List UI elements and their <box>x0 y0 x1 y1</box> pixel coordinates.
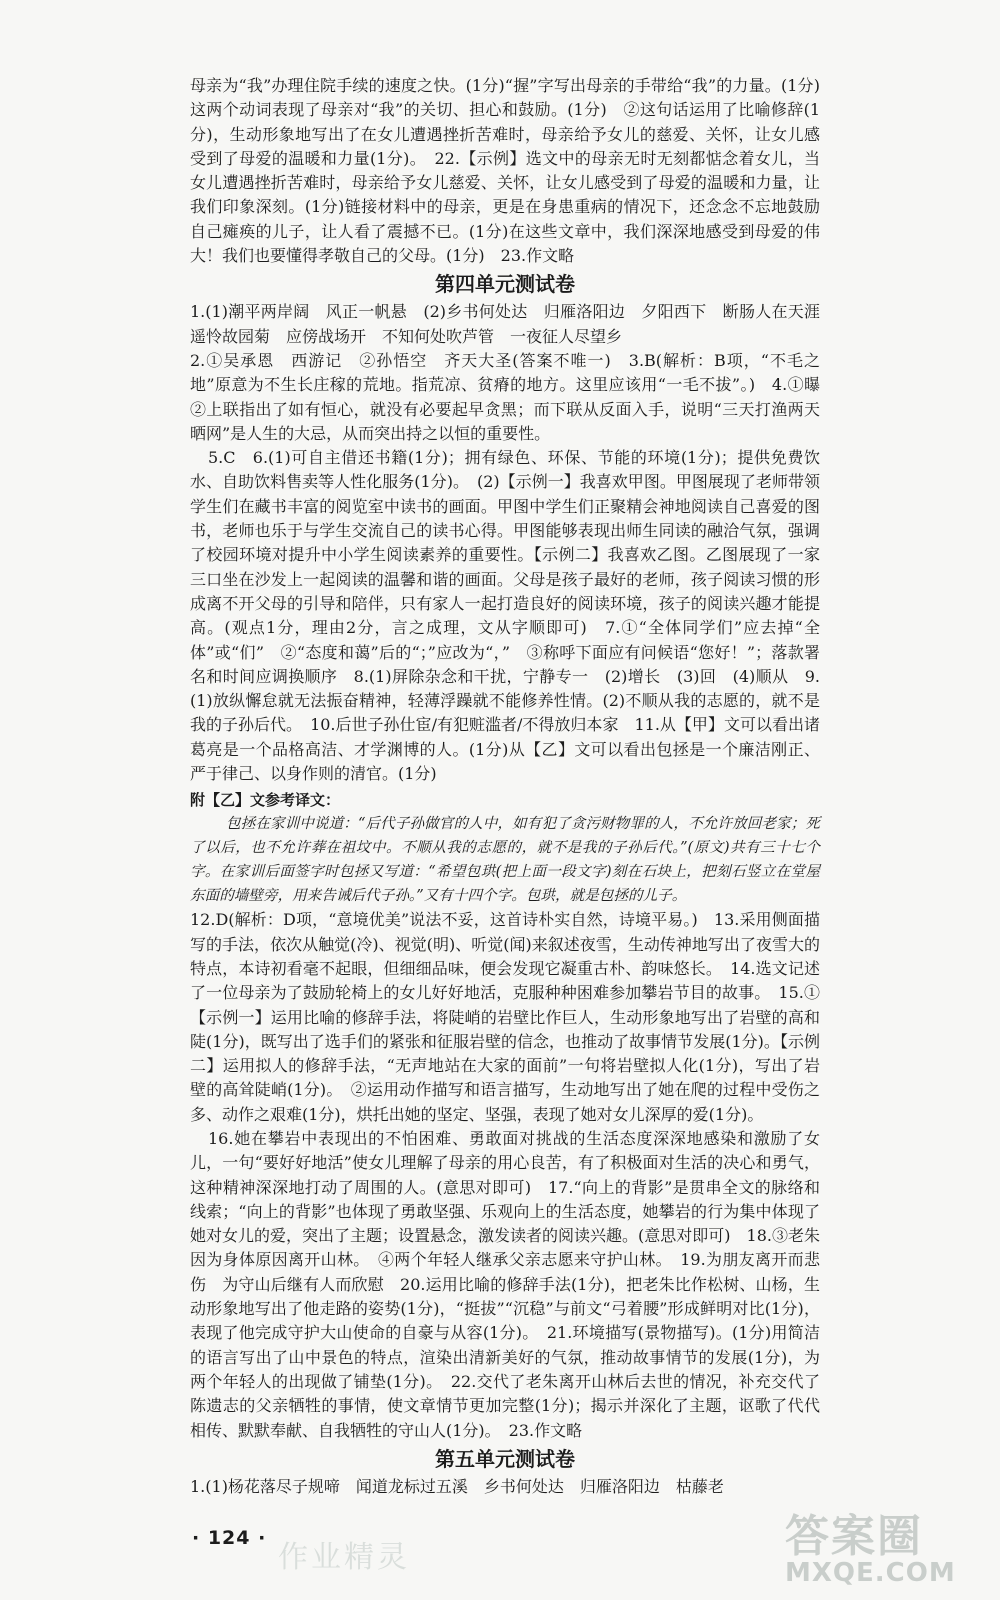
watermark-left: 作业精灵 <box>278 1540 410 1575</box>
page-footer <box>192 1527 652 1577</box>
answer-paragraph: 1.(1)杨花落尽子规啼 闻道龙标过五溪 乡书何处达 归雁洛阳边 枯藤老 <box>190 1476 724 1496</box>
page-number: · 124 · <box>192 1527 267 1549</box>
answer-page <box>190 74 837 1499</box>
answer-paragraph: 12.D(解析：D项，“意境优美”说法不妥，这首诗朴实自然，诗境平易。) 13.采用侧面描写的手法，依次从触觉(冷)、视觉(明)、听觉(闻)来叙述夜雪，生动传神地写出了夜雪大的特点，本诗初看毫不起眼，但细细品味，便会发现它凝重古朴、韵味悠长。 14.选文记述了一位母亲为了鼓励轮椅上的女儿好好地活，克服种种困难参加攀岩节目的故事。 15.①【示例一】运用比喻的修辞手法，将陡峭的岩壁比作巨人，生动形象地写出了岩壁的高和陡(1分)，既写出了选手们的紧张和征服岩壁的信念，也推动了故事情节发展(1分)。【示例二】运用拟人的修辞手法，“无声地站在大家的面前”一句将岩壁拟人化(1分)，写出了岩壁的高耸陡峭(1分)。 ②运用动作描写和语言描写，生动地写出了她在爬的过程中受伤之多、动作之艰难(1分)，烘托出她的坚定、坚强，表现了她对女儿深厚的爱(1分)。 <box>190 910 820 1124</box>
answer-paragraph: 5.C 6.(1)可自主借还书籍(1分)；拥有绿色、环保、节能的环境(1分)；提供免费饮水、自助饮料售卖等人性化服务(1分)。 (2)【示例一】我喜欢甲图。甲图展现了老师带领学生们在藏书丰富的阅览室中读书的画面。甲图中学生们正聚精会神地阅读自己喜爱的图书，老师也乐于与学生交流自己的读书心得。甲图能够表现出师生同读的融洽气氛，强调了校园环境对提升中小学生阅读素养的重要性。【示例二】我喜欢乙图。乙图展现了一家三口坐在沙发上一起阅读的温馨和谐的画面。父母是孩子最好的老师，孩子阅读习惯的形成离不开父母的引导和陪伴，只有家人一起打造良好的阅读环境，孩子的阅读兴趣才能提高。(观点1分，理由2分，言之成理，文从字顺即可) 7.①“全体同学们”应去掉“全体”或“们” ②“态度和蔼”后的“；”应改为“，” ③称呼下面应有问候语“您好！”；落款署名和时间应调换顺序 8.(1)屏除杂念和干扰，宁静专一 (2)增长 (3)回 (4)顺从 9.(1)放纵懈怠就无法振奋精神，轻薄浮躁就不能修养性情。(2)不顺从我的志愿的，就不是我的子孙后代。 10.后世子孙仕宦/有犯赃滥者/不得放归本家 11.从【甲】文可以看出诸葛亮是一个品格高洁、才学渊博的人。(1分)从【乙】文可以看出包拯是一个廉洁刚正、严于律己、以身作则的清官。(1分) <box>190 448 820 784</box>
answer-paragraph: 母亲为“我”办理住院手续的速度之快。(1分)“握”字写出母亲的手带给“我”的力量。(1分)这两个动词表现了母亲对“我”的关切、担心和鼓励。(1分) ②这句话运用了比喻修辞(1分)，生动形象地写出了在女儿遭遇挫折苦难时，母亲给予女儿的慈爱、关怀，让女儿感受到了母爱的温暖和力量(1分)。 22.【示例】选文中的母亲无时无刻都惦念着女儿，当女儿遭遇挫折苦难时，母亲给予女儿慈爱、关怀，让女儿感受到了母爱的温暖和力量，让我们印象深刻。(1分)链接材料中的母亲，更是在身患重病的情况下，还念念不忘地鼓励自己瘫痪的儿子，让人看了震撼不已。(1分)在这些文章中，我们深深地感受到母爱的伟大！我们也要懂得孝敬自己的父母。(1分) 23.作文略 <box>190 76 820 266</box>
translation-paragraph: 包拯在家训中说道：“后代子孙做官的人中，如有犯了贪污财物罪的人，不允许放回老家；死了以后，也不允许葬在祖坟中。不顺从我的志愿的，就不是我的子孙后代。”(原文)共有三十七个字。在家训后面签字时包拯又写道：“希望包珙(把上面一段文字)刻在石块上，把刻石竖立在堂屋东面的墙壁旁，用来告诫后代子孙。”又有十四个字。包珙，就是包拯的儿子。 <box>190 815 820 905</box>
watermark-logo <box>785 1500 980 1590</box>
section-title-unit5: 第五单元测试卷 <box>435 1446 575 1471</box>
watermark-url: MXQE.COM <box>785 1558 956 1588</box>
section-title-unit4: 第四单元测试卷 <box>435 272 575 297</box>
answer-paragraph: 1.(1)潮平两岸阔 风正一帆悬 (2)乡书何处达 归雁洛阳边 夕阳西下 断肠人在天涯 遥怜故园菊 应傍战场开 不知何处吹芦管 一夜征人尽望乡 <box>190 302 837 346</box>
answer-paragraph: 2.①吴承恩 西游记 ②孙悟空 齐天大圣(答案不唯一) 3.B(解析：B项，“不毛之地”原意为不生长庄稼的荒地。指荒凉、贫瘠的地方。这里应该用“一毛不拔”。) 4.①曝 ②上联指出了如有恒心，就没有必要起早贪黑；而下联从反面入手，说明“三天打渔两天晒网”是人生的大忌，从而突出持之以恒的重要性。 <box>190 350 837 443</box>
answer-paragraph: 16.她在攀岩中表现出的不怕困难、勇敢面对挑战的生活态度深深地感染和激励了女儿，一句“要好好地活”使女儿理解了母亲的用心良苦，有了积极面对生活的决心和勇气，这种精神深深地打动了周围的人。(意思对即可) 17.“向上的背影”是贯串全文的脉络和线索；“向上的背影”也体现了勇敢坚强、乐观向上的生活态度，她攀岩的行为集中体现了她对女儿的爱，突出了主题；设置悬念，激发读者的阅读兴趣。(意思对即可) 18.③老朱因为身体原因离开山林。 ④两个年轻人继承父亲志愿来守护山林。 19.为朋友离开而悲伤 为守山后继有人而欣慰 20.运用比喻的修辞手法(1分)，把老朱比作松树、山杨，生动形象地写出了他走路的姿势(1分)，“挺拔”“沉稳”与前文“弓着腰”形成鲜明对比(1分)，表现了他完成守护大山使命的自豪与从容(1分)。 21.环境描写(景物描写)。(1分)用简洁的语言写出了山中景色的特点，渲染出清新美好的气氛，推动故事情节的发展(1分)，为两个年轻人的出现做了铺垫(1分)。 22.交代了老朱离开山林后去世的情况，补充交代了陈遗志的父亲牺牲的事情，使文章情节更加完整(1分)；揭示并深化了主题，讴歌了代代相传、默默奉献、自我牺牲的守山人(1分)。 23.作文略 <box>190 1128 820 1440</box>
watermark-logo-text: 答案圈 <box>785 1511 923 1562</box>
appendix-title: 附【乙】文参考译文： <box>190 791 341 810</box>
